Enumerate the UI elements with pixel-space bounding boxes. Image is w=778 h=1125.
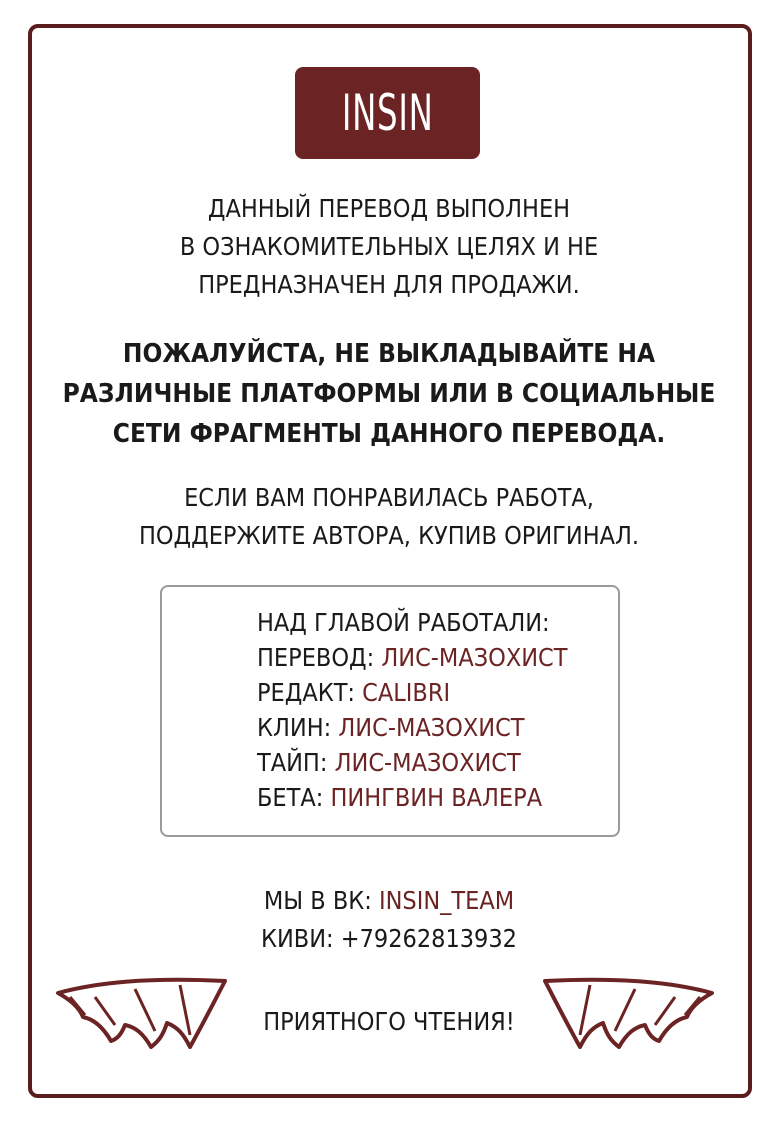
request-text bbox=[0, 334, 778, 454]
disclaimer-line: ПРЕДНАЗНАЧЕН ДЛЯ ПРОДАЖИ. bbox=[198, 270, 580, 299]
vk-link[interactable]: INSIN_TEAM bbox=[378, 886, 515, 915]
credits-heading: НАД ГЛАВОЙ РАБОТАЛИ: bbox=[257, 608, 550, 637]
vk-label: МЫ В ВК: bbox=[263, 886, 372, 915]
credits-box bbox=[160, 585, 620, 837]
contacts bbox=[0, 882, 778, 958]
disclaimer-text bbox=[0, 190, 778, 304]
closing-line: ПРИЯТНОГО ЧТЕНИЯ! bbox=[263, 1007, 515, 1036]
credit-role: КЛИН: bbox=[257, 713, 332, 742]
credit-row bbox=[257, 745, 568, 780]
support-text bbox=[0, 479, 778, 555]
credits-list bbox=[257, 605, 568, 815]
logo-text: INSIN bbox=[341, 84, 434, 142]
credit-role: РЕДАКТ: bbox=[257, 678, 356, 707]
request-line: СЕТИ ФРАГМЕНТЫ ДАННОГО ПЕРЕВОДА. bbox=[112, 419, 666, 449]
credit-name: ЛИС-МАЗОХИСТ bbox=[381, 643, 568, 672]
credit-name: ЛИС-МАЗОХИСТ bbox=[334, 748, 521, 777]
bat-wing-right-icon bbox=[540, 975, 715, 1050]
credit-role: ПЕРЕВОД: bbox=[257, 643, 375, 672]
team-logo bbox=[295, 67, 480, 159]
credit-row bbox=[257, 640, 568, 675]
credit-row bbox=[257, 710, 568, 745]
support-line: ЕСЛИ ВАМ ПОНРАВИЛАСЬ РАБОТА, bbox=[184, 483, 594, 512]
support-line: ПОДДЕРЖИТЕ АВТОРА, КУПИВ ОРИГИНАЛ. bbox=[138, 521, 640, 550]
request-line: РАЗЛИЧНЫЕ ПЛАТФОРМЫ ИЛИ В СОЦИАЛЬНЫЕ bbox=[62, 379, 716, 409]
request-line: ПОЖАЛУЙСТА, НЕ ВЫКЛАДЫВАЙТЕ НА bbox=[122, 339, 656, 369]
credit-role: БЕТА: bbox=[257, 783, 324, 812]
credit-row bbox=[257, 780, 568, 815]
credit-name: ПИНГВИН ВАЛЕРА bbox=[330, 783, 543, 812]
credit-name: CALIBRI bbox=[362, 678, 451, 707]
qiwi-line: КИВИ: +79262813932 bbox=[261, 924, 517, 953]
disclaimer-line: В ОЗНАКОМИТЕЛЬНЫХ ЦЕЛЯХ И НЕ bbox=[179, 232, 599, 261]
disclaimer-line: ДАННЫЙ ПЕРЕВОД ВЫПОЛНЕН bbox=[207, 194, 571, 223]
credit-name: ЛИС-МАЗОХИСТ bbox=[338, 713, 525, 742]
credit-role: ТАЙП: bbox=[257, 748, 328, 777]
credit-row bbox=[257, 675, 568, 710]
vk-line bbox=[0, 882, 778, 920]
